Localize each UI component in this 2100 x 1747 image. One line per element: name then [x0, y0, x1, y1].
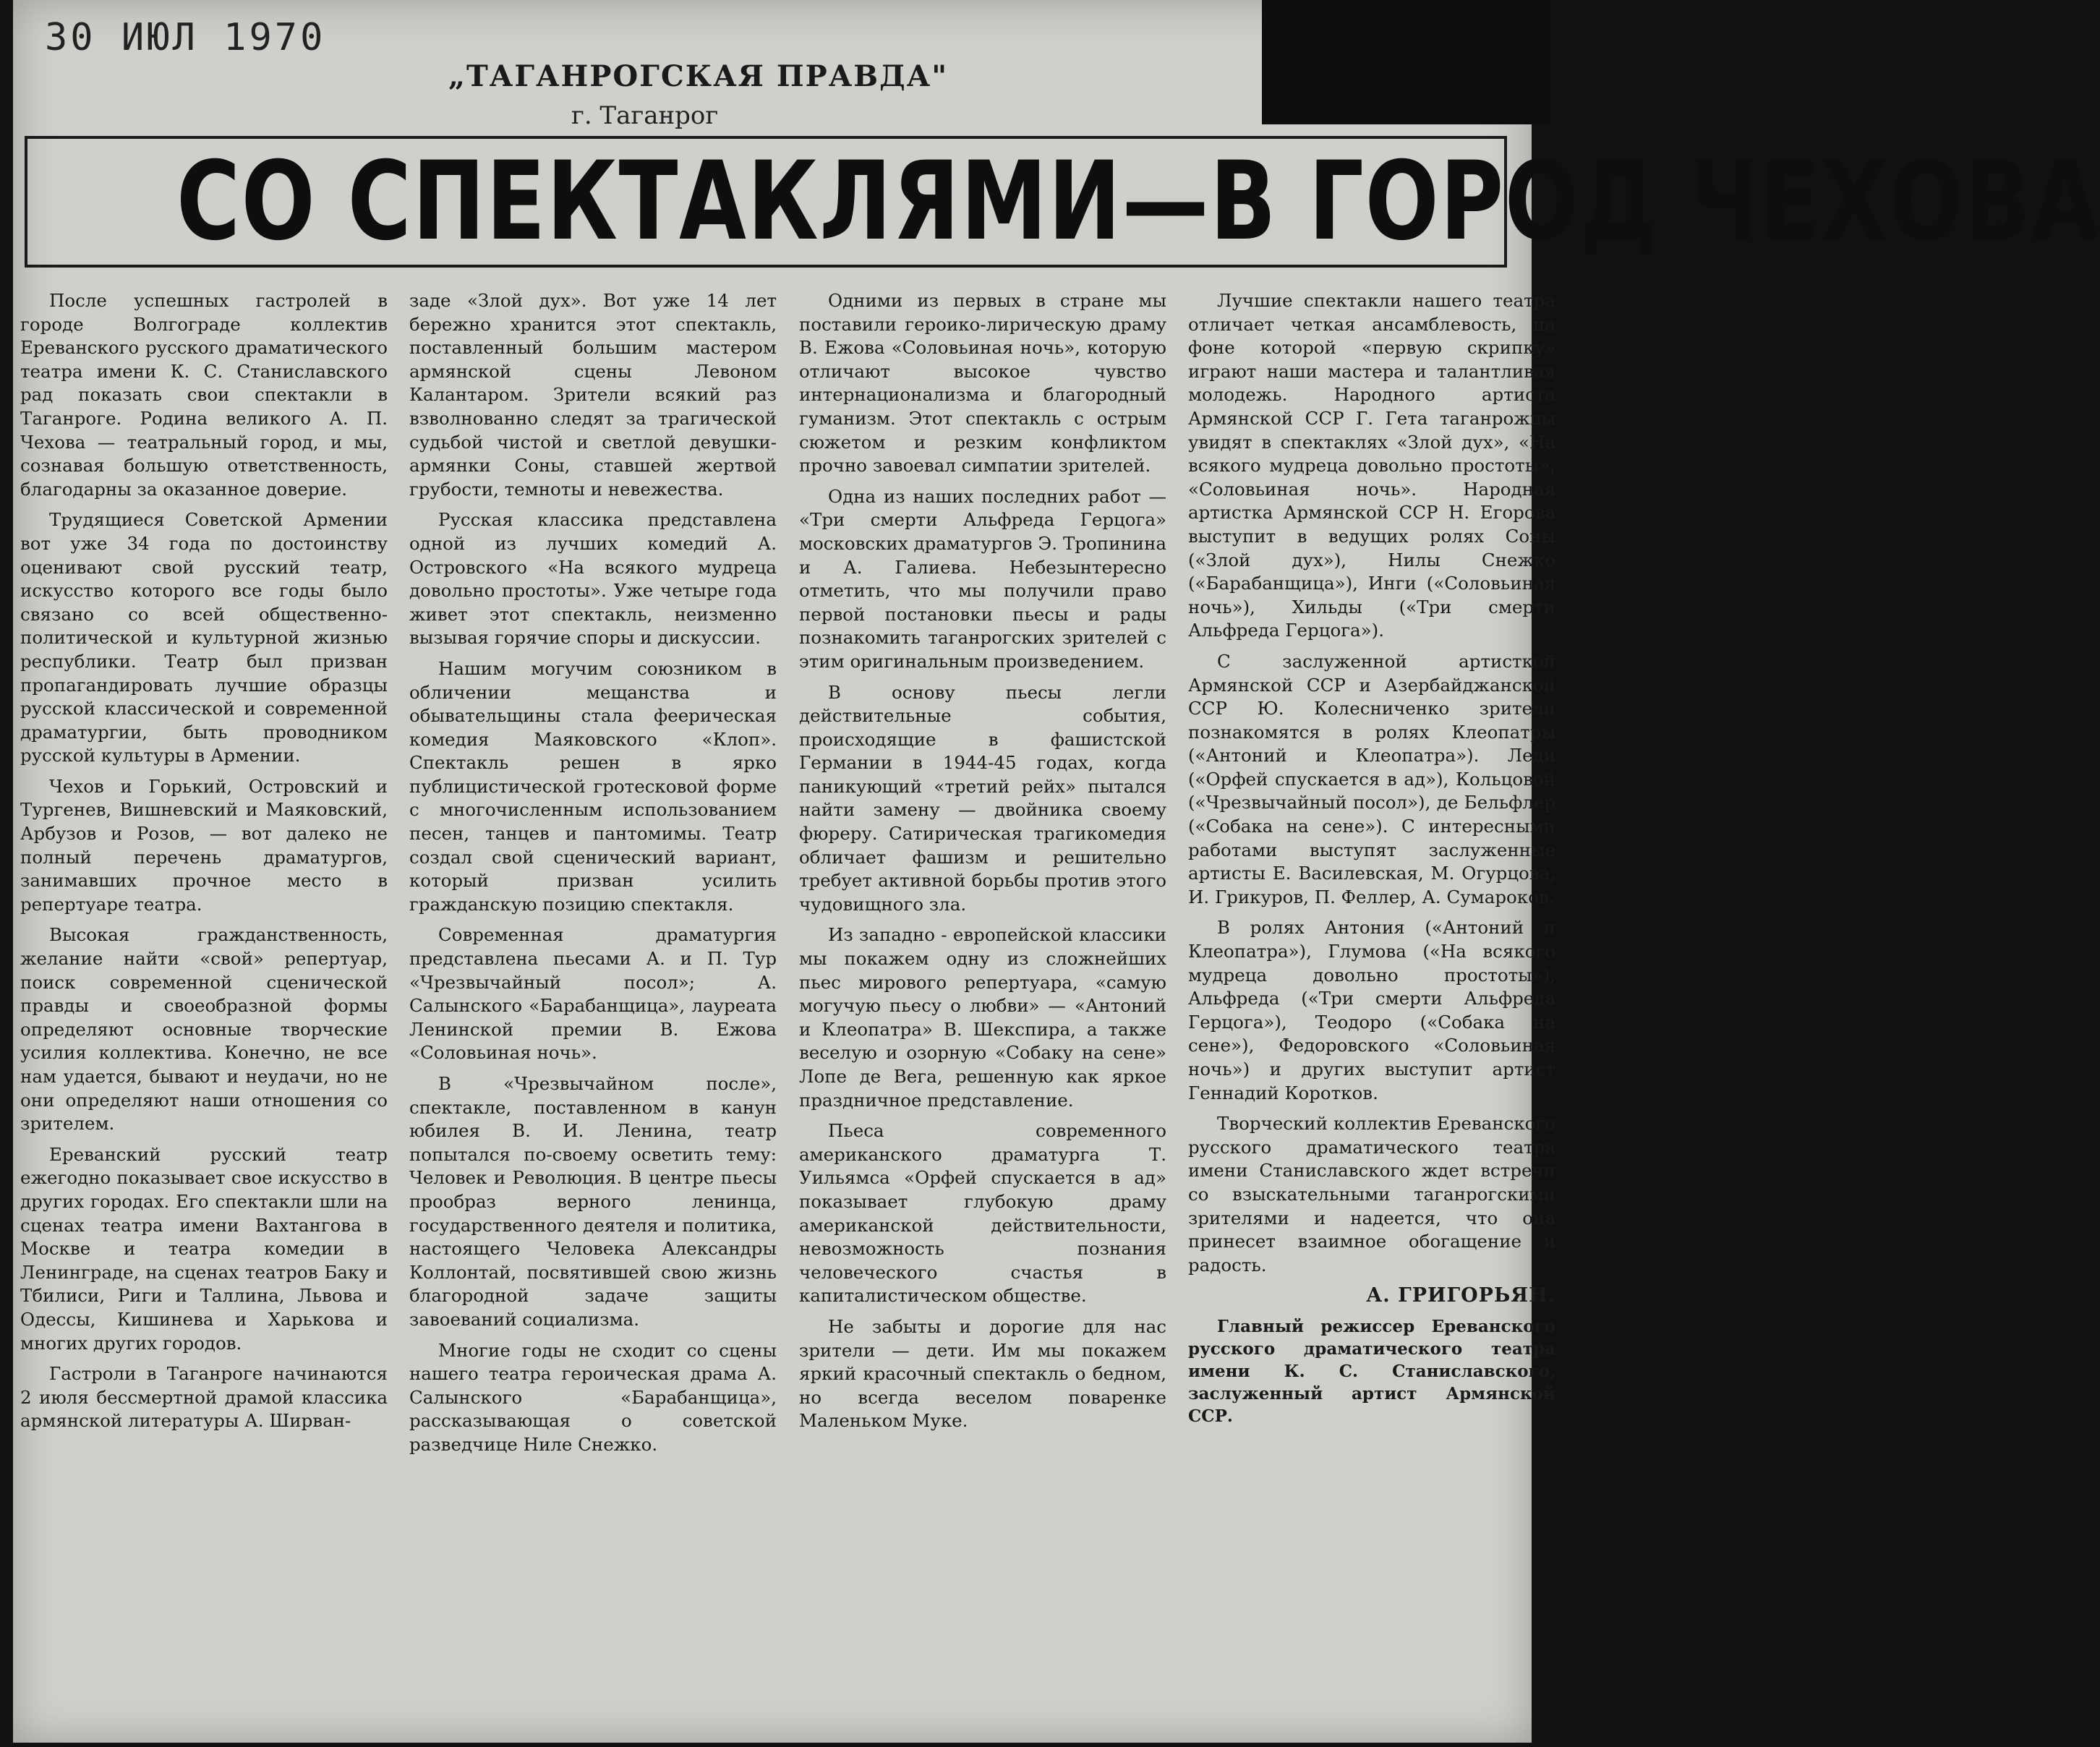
paragraph: Русская классика представлена одной из лучших комедий А. Островского «На всякого мудреца довольно простоты». Уже четыре года живет этот спектакль, неизменно вызывая горячие споры и дискуссии.: [409, 509, 777, 649]
paragraph: заде «Злой дух». Вот уже 14 лет бережно хранится этот спектакль, поставленный большим мастером армянской сцены Левоном Калантаром. Зрители всякий раз взволнованно следят за трагической судьбой чистой и светлой девушки-армянки Соны, ставшей жертвой грубости, темноты и невежества.: [409, 290, 777, 500]
paragraph: Гастроли в Таганроге начинаются 2 июля бессмертной драмой классика армянской литературы А. Ширван-: [20, 1363, 388, 1432]
paragraph: В ролях Антония («Антоний и Клеопатра»), Глумова («На всякого мудреца довольно простоты»), Альфреда («Три смерти Альфреда Герцога»), Теодоро («Собака на сене»), Федоровского «Соловьиная ночь») и других выступит артист Геннадий Коротков.: [1188, 917, 1555, 1103]
paragraph: В «Чрезвычайном после», спектакле, поставленном в канун юбилея В. И. Ленина, театр попытался по-своему осветить тему: Человек и Революция. В центре пьесы прообраз верного ленинца, государственного деятеля и политика, настоящего Человека Александры Коллонтай, посвятившей свою жизнь благородной задаче защиты завоеваний социализма.: [409, 1073, 777, 1330]
article-column-1: [20, 289, 388, 1440]
paragraph: В основу пьесы легли действительные события, происходящие в фашистской Германии в 1944-45 годах, когда паникующий «третий рейх» пытался найти замену — двойника своему фюреру. Сатирическая трагикомедия обличает фашизм и решительно требует активной борьбы против этого чудовищного зла.: [799, 681, 1166, 915]
paragraph: После успешных гастролей в городе Волгограде коллектив Ереванского русского драматического театра имени К. С. Станиславского рад показать свои спектакли в Таганроге. Родина великого А. П. Чехова — театральный город, и мы, сознавая большую ответственность, благодарны за оказанное доверие.: [20, 290, 388, 500]
article-column-2: [409, 289, 777, 1464]
scan-background: [1262, 0, 1550, 124]
paragraph: Пьеса современного американского драматурга Т. Уильямса «Орфей спускается в ад» показывает глубокую драму американской действительности, невозможность познания человеческого счастья в капиталистическом обществе.: [799, 1120, 1166, 1307]
paragraph: С заслуженной артисткой Армянской ССР и Азербайджанской ССР Ю. Колесниченко зрители познакомятся в ролях Клеопатры («Антоний и Клеопатра»). Леди («Орфей спускается в ад»), Кольцовой («Чрезвычайный посол»), де Бельфлер («Собака на сене»). С интересными работами выступят заслуженные артисты Е. Василевская, М. Огурцова, И. Грикуров, П. Феллер, А. Сумароков.: [1188, 650, 1555, 907]
city-name: г. Таганрог: [571, 101, 719, 130]
article-column-3: [799, 289, 1166, 1440]
paragraph: Одними из первых в стране мы поставили героико-лирическую драму В. Ежова «Соловьиная ночь», которую отличают высокое чувство интернационализма и благородный гуманизм. Этот спектакль с острым сюжетом и резким конфликтом прочно завоевал симпатии зрителей.: [799, 290, 1166, 477]
paragraph: Лучшие спектакли нашего театра отличает четкая ансамблевость, на фоне которой «первую скрипку» играют наши мастера и талантливая молодежь. Народного артиста Армянской ССР Г. Гета таганрожцы увидят в спектаклях «Злой дух», «На всякого мудреца довольно простоты», «Соловьиная ночь». Народная артистка Армянской ССР Н. Егорова выступит в ведущих ролях Соны («Злой дух»), Нилы Снежко («Барабанщица»), Инги («Соловьиная ночь»), Хильды («Три смерти Альфреда Герцога»).: [1188, 290, 1555, 641]
paragraph: Высокая гражданственность, желание найти «свой» репертуар, поиск современной сценической правды и своеобразной формы определяют основные творческие усилия коллектива. Конечно, не все нам удается, бывают и неудачи, но не они определяют наши отношения со зрителем.: [20, 924, 388, 1135]
paragraph: Современная драматургия представлена пьесами А. и П. Тур «Чрезвычайный посол»; А. Салынского «Барабанщица», лауреата Ленинской премии В. Ежова «Соловьиная ночь».: [409, 924, 777, 1064]
paragraph: Нашим могучим союзником в обличении мещанства и обывательщины стала феерическая комедия Маяковского «Клоп». Спектакль решен в ярко публицистической гротесковой форме с многочисленным использованием песен, танцев и пантомимы. Театр создал свой сценический вариант, который призван усилить гражданскую позицию спектакля.: [409, 657, 777, 915]
headline: СО СПЕКТАКЛЯМИ—В ГОРОД ЧЕХОВА: [176, 139, 2100, 265]
date-stamp: 30 ИЮЛ 1970: [45, 16, 326, 59]
paragraph: Одна из наших последних работ — «Три смерти Альфреда Герцога» московских драматургов Э. Тропинина и А. Галиева. Небезынтересно отметить, что мы получили право первой постановки пьесы и рады познакомить таганрогских зрителей с этим оригинальным произведением.: [799, 485, 1166, 672]
article-column-4: [1188, 289, 1555, 1435]
paragraph: Трудящиеся Советской Армении вот уже 34 года по достоинству оценивают свой русский театр, искусство которого все годы было связано со всей общественно-политической и культурной жизнью республики. Театр был призван пропагандировать лучшие образцы русской классической и современной драматургии, быть проводником русской культуры в Армении.: [20, 509, 388, 766]
paragraph: Не забыты и дорогие для нас зрители — дети. Им мы покажем яркий красочный спектакль о бедном, но всегда веселом поваренке Маленьком Муке.: [799, 1315, 1166, 1432]
paragraph: Из западно - европейской классики мы покажем одну из сложнейших пьес мирового репертуара, «самую могучую пьесу о любви» — «Антоний и Клеопатра» В. Шекспира, а также веселую и озорную «Собаку на сене» Лопе де Вега, решенную как яркое праздничное представление.: [799, 924, 1166, 1111]
author-signature: А. ГРИГОРЬЯН.: [1366, 1284, 1555, 1307]
paragraph: Многие годы не сходит со сцены нашего театра героическая драма А. Салынского «Барабанщица», рассказывающая о советской разведчице Ниле Снежко.: [409, 1339, 777, 1455]
paragraph: Творческий коллектив Ереванского русского драматического театра имени Станиславского ждет встречи со взыскательными таганрогскими зрителями и надеется, что она принесет взаимное обогащение и радость.: [1188, 1113, 1555, 1276]
paragraph: Чехов и Горький, Островский и Тургенев, Вишневский и Маяковский, Арбузов и Розов, — вот далеко не полный перечень драматургов, занимавших прочное место в репертуаре театра.: [20, 775, 388, 915]
paragraph: Ереванский русский театр ежегодно показывает свое искусство в других городах. Его спектакли шли на сценах театра имени Вахтангова в Москве и театра комедии в Ленинграде, на сценах театров Баку и Тбилиси, Риги и Таллина, Львова и Одессы, Кишинева и Харькова и многих других городов.: [20, 1143, 388, 1354]
newspaper-name: „ТАГАНРОГСКАЯ ПРАВДА": [448, 59, 949, 93]
author-title: Главный режиссер Ереванского русского драматического театра имени К. С. Станиславского, заслуженный артист Армянской ССР.: [1188, 1316, 1555, 1426]
